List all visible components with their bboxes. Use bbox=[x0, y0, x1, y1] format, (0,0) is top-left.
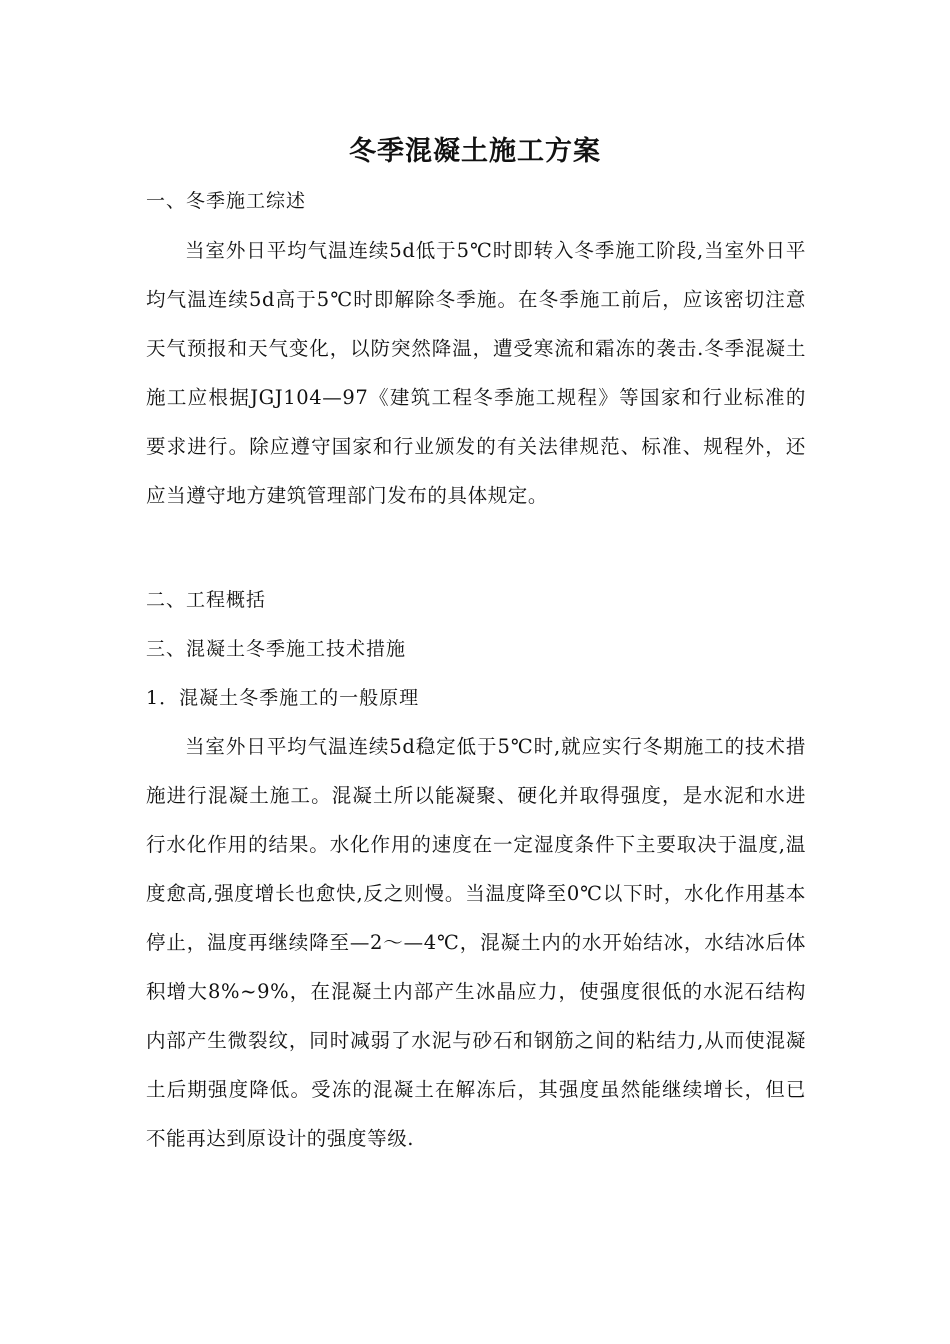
section-heading-project-summary: 二、工程概括 bbox=[146, 589, 267, 611]
paragraph-general-principle: 当室外日平均气温连续5d稳定低于5℃时,就应实行冬期施工的技术措施进行混凝土施工。混凝土所以能凝聚、硬化并取得强度，是水泥和水进行水化作用的结果。水化作用的速度在一定湿度条件下主要取决于温度,温度愈高,强度增长也愈快,反之则慢。当温度降至0℃以下时，水化作用基本停止，温度再继续降至—2～—4℃，混凝土内的水开始结冰，水结冰后体积增大8%~9%，在混凝土内部产生冰晶应力，使强度很低的水泥石结构内部产生微裂纹，同时减弱了水泥与砂石和钢筋之间的粘结力,从而使混凝土后期强度降低。受冻的混凝土在解冻后，其强度虽然能继续增长，但已不能再达到原设计的强度等级. bbox=[146, 735, 806, 1150]
subsection-heading-general-principle: 1．混凝土冬季施工的一般原理 bbox=[146, 687, 420, 709]
section-heading-overview: 一、冬季施工综述 bbox=[146, 190, 307, 212]
paragraph-overview: 当室外日平均气温连续5d低于5℃时即转入冬季施工阶段,当室外日平均气温连续5d高于5℃时即解除冬季施。在冬季施工前后，应该密切注意天气预报和天气变化，以防突然降温，遭受寒流和霜冻的袭击.冬季混凝土施工应根据JGJ104—97《建筑工程冬季施工规程》等国家和行业标准的要求进行。除应遵守国家和行业颁发的有关法律规范、标准、规程外，还应当遵守地方建筑管理部门发布的具体规定。 bbox=[146, 239, 806, 507]
document-title: 冬季混凝土施工方案 bbox=[349, 136, 601, 167]
section-heading-technical-measures: 三、混凝土冬季施工技术措施 bbox=[146, 638, 407, 660]
